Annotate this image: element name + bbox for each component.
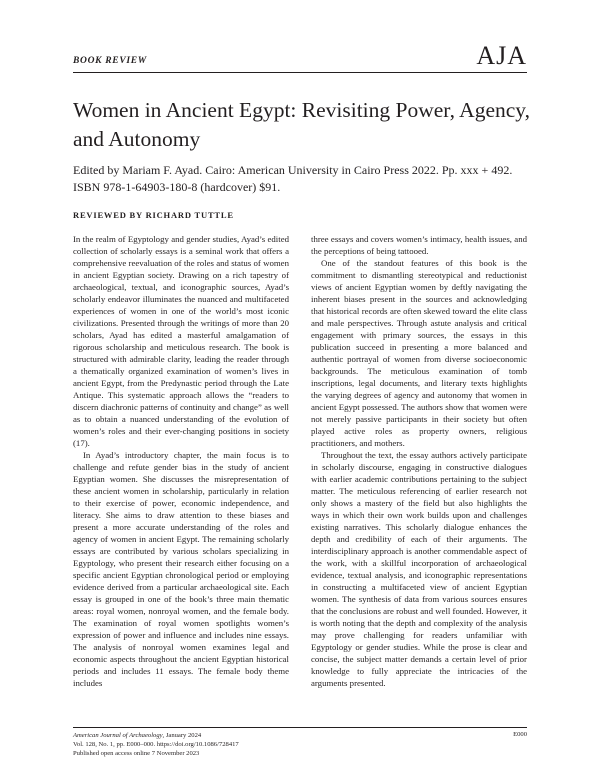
- footer: [73, 731, 373, 758]
- footer-published-line: Published open access online 7 November 2023: [73, 750, 200, 757]
- page-number: E000: [513, 731, 527, 738]
- paragraph: In the realm of Egyptology and gender studies, Ayad’s edited collection of scholarly essays is a seminal work that offers a comprehensive reevaluation of the roles and status of women in ancient Egyptian society. Drawing on a rich tapestry of archaeological, textual, and iconographic sources, Ayad’s scholarly endeavor illuminates the nuanced and multifaceted experiences of women in one of the world’s most iconic civilizations. Presented through the writings of more than 20 scholars, Ayad has edited a masterful amalgamation of rigorous scholarship and meticulous research. The book is structured with admirable clarity, leading the reader through a thematically organized examination of women’s lives in ancient Egypt, from the Predynastic period through the Late Antique. This systematic approach allows the “readers to discern diachronic patterns of continuity and change” as well as to obtain a nuanced understanding of the evolution of women’s roles and their ever-changing positions in society (17).: [73, 234, 289, 448]
- issue-date: , January 2024: [162, 732, 202, 739]
- bibliographic-line: Edited by Mariam F. Ayad. Cairo: American University in Cairo Press 2022. Pp. xxx + 492. ISBN 978-1-64903-180-8 (hardcover) $91.: [73, 163, 513, 194]
- article-title: Women in Ancient Egypt: Revisiting Power, Agency, and Autonomy: [73, 98, 531, 151]
- right-column: [311, 233, 527, 689]
- left-column: [73, 233, 289, 689]
- paragraph: In Ayad’s introductory chapter, the main focus is to challenge and refute gender bias in the study of ancient Egyptian women. She discusses the misrepresentation of these ancient women in scholarship, particularly in relation to their exercise of power, economic independence, and literacy. She aims to draw attention to these biases and present a more accurate understanding of the roles and agency of women in ancient Egypt. The remaining scholarly essays are contributed by various scholars specializing in Egyptology, who present their research either focusing on a specific ancient Egyptian chronological period or employing evidence derived from a particular archaeological site. Each essay is grouped in one of the book’s three main thematic areas: royal women, nonroyal women, and the female body. The examination of royal women spotlights women’s expression of power and influence and includes nine essays. The analysis of nonroyal women examines legal and economic aspects throughout the ancient Egyptian historical periods and includes 11 essays. The female body theme includes: [73, 450, 289, 688]
- footer-rule: [73, 727, 527, 728]
- section-label: BOOK REVIEW: [73, 56, 147, 66]
- footer-volume-line: Vol. 128, No. 1, pp. E000–000. https://doi.org/10.1086/728417: [73, 741, 239, 748]
- paragraph: One of the standout features of this book is the commitment to dismantling stereotypical and reductionist views of ancient Egyptian women by deftly navigating the inherent biases present in the sources and acknowledging that historical records are often skewed toward the elite class and male perspectives. Through astute analysis and critical engagement with primary sources, the essays in this publication succeed in presenting a more balanced and authentic portrayal of women from diverse socioeconomic backgrounds. The meticulous examination of tomb inscriptions, legal documents, and literary texts highlights the varying degrees of agency and autonomy that women in ancient Egypt possessed. The authors show that women were not merely passive participants in their society but often played active roles as property owners, religious practitioners, and mothers.: [311, 258, 527, 448]
- paragraph: three essays and covers women’s intimacy, health issues, and the perceptions of being tattooed.: [311, 234, 527, 256]
- header-rule: [73, 72, 527, 73]
- journal-logo: AJA: [476, 41, 527, 70]
- reviewer-byline: REVIEWED BY RICHARD TUTTLE: [73, 210, 234, 220]
- paragraph: Throughout the text, the essay authors actively participate in scholarly discourse, engaging in constructive dialogues with earlier academic contributions pertaining to the subject matter. The meticulous referencing of earlier research not only shows a mastery of the field but also highlights the ways in which their own work builds upon and challenges existing narratives. This scholarly dialogue enhances the depth and credibility of each of their arguments. The interdisciplinary approach is another commendable aspect of the work, with a skillful incorporation of archaeological evidence, textual analysis, and iconographic representations in constructing a multifaceted view of ancient Egyptian women. The synthesis of data from various sources ensures that the conclusions are robust and well founded. However, it is worth noting that the depth and complexity of the analysis may prove challenging for readers unfamiliar with Egyptology or gender studies. While the prose is clear and concise, the subject matter demands a certain level of prior knowledge to fully appreciate the intricacies of the arguments presented.: [311, 450, 527, 688]
- journal-name: American Journal of Archaeology: [73, 732, 163, 739]
- footer-journal-line: [73, 731, 373, 740]
